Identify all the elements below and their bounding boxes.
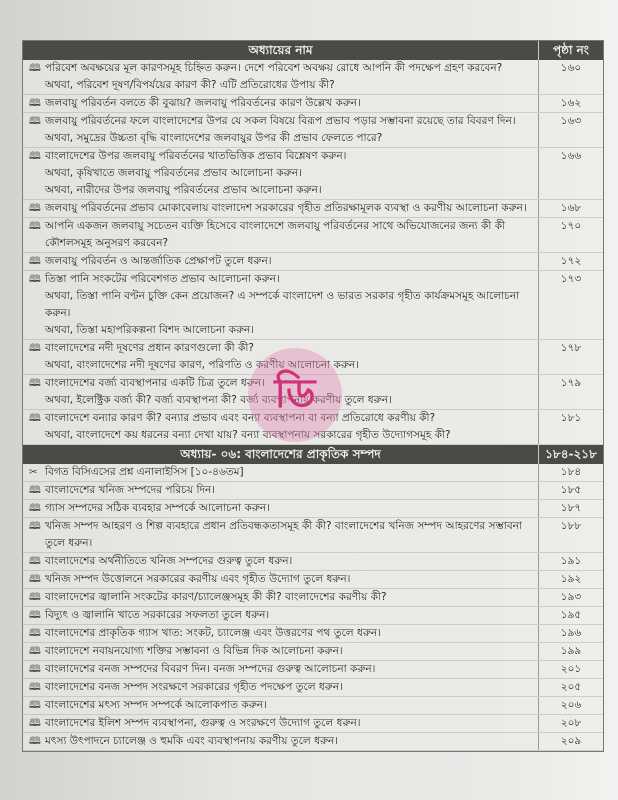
entry-title: পরিবেশ অবক্ষয়ের মূল কারণসমূহ চিহ্নিত করুন। দেশে পরিবেশ অবক্ষয় রোধে আপনি কী পদক্ষেপ গ্রহণ করবেন? অথবা, পরিবেশ দূষণ/বিপর্যয়ের কারণ কী? এটি প্রতিরোধের উপায় কী? — [45, 62, 503, 91]
entry-title: বাংলাদেশের নদী দূষণের প্রধান কারণগুলো কী কী? — [45, 342, 254, 354]
book-icon: 🕮 — [29, 378, 41, 389]
entry-text-group — [45, 661, 530, 678]
book-icon: 🕮 — [29, 63, 41, 74]
entry-text-group — [45, 148, 530, 199]
book-icon: 🕮 — [29, 221, 41, 232]
entry-title: মৎস্য উৎপাদনে চ্যালেঞ্জ ও হুমকি এবং ব্যবস্থাপনায় করণীয় তুলে ধরুন। — [45, 735, 339, 747]
book-icon: 🕮 — [29, 574, 41, 585]
book-icon: 🕮 — [29, 628, 41, 639]
toc-entry — [23, 518, 603, 553]
entry-text-group — [45, 60, 530, 94]
entry-text-group — [45, 643, 530, 660]
toc-entry — [23, 60, 603, 95]
entry-page-number: ১৬৮ — [538, 200, 603, 217]
entry-title: বিগত বিসিএসের প্রশ্ন এনালাইসিস [১০-৪৬তম] — [45, 466, 244, 478]
entry-page-number: ১৭২ — [538, 253, 603, 270]
book-icon: 🕮 — [29, 556, 41, 567]
entry-page-number: ১৬২ — [538, 95, 603, 112]
section-natural-resources — [23, 464, 603, 751]
toc-entry — [23, 697, 603, 715]
entry-alternative: অথবা, কৃষিখাতে জলবায়ু পরিবর্তনের প্রভাব আলোচনা করুন। — [45, 167, 302, 179]
toc-entry — [23, 113, 603, 148]
entry-text-group — [45, 625, 530, 642]
scissors-icon: ✂ — [29, 467, 38, 478]
book-icon: 🕮 — [29, 610, 41, 621]
entry-page-number: ১৯৬ — [538, 625, 603, 642]
entry-body — [23, 733, 538, 750]
toc-entry — [23, 500, 603, 518]
entry-text-group — [45, 733, 530, 750]
entry-page-number: ২০৫ — [538, 679, 603, 696]
book-icon: 🕮 — [29, 413, 41, 424]
book-icon: 🕮 — [29, 718, 41, 729]
entry-title: বাংলাদেশের বনজ সম্পদ সংরক্ষণে সরকারের গৃহীত পদক্ষেপ তুলে ধরুন। — [45, 681, 343, 693]
entry-page-number: ১৯৩ — [538, 589, 603, 606]
toc-entry — [23, 253, 603, 271]
entry-page-number: ১৬৩ — [538, 113, 603, 147]
entry-body — [23, 253, 538, 270]
entry-page-number: ১৯৫ — [538, 607, 603, 624]
entry-text-group — [45, 95, 530, 112]
entry-text-group — [45, 589, 530, 606]
book-icon: 🕮 — [29, 485, 41, 496]
entry-page-number: ১৬০ — [538, 60, 603, 94]
toc-entry — [23, 482, 603, 500]
entry-body — [23, 607, 538, 624]
entry-alternative: অথবা, ইলেক্ট্রিক বর্জ্য কী? বর্জ্য ব্যবস্থাপনা কী? বর্জ্য ব্যবস্থাপনায় করণীয় তুলে ধরুন। — [45, 394, 392, 406]
toc-entry — [23, 218, 603, 253]
entry-body — [23, 148, 538, 199]
entry-alternative: অথবা, নারীদের উপর জলবায়ু পরিবর্তনের প্রভাব আলোচনা করুন। — [45, 184, 322, 196]
chapter-name-header: অধ্যায়ের নাম — [248, 43, 313, 57]
entry-title: বাংলাদেশে বন্যার কারণ কী? বন্যার প্রভাব এবং বন্যা ব্যবস্থাপনা বা বন্যা প্রতিরোধে করণীয় কী? — [45, 412, 436, 424]
entry-title: জলবায়ু পরিবর্তন ও আন্তর্জাতিক প্রেক্ষাপট তুলে ধরুন। — [45, 255, 272, 267]
entry-page-number: ১৮৪ — [538, 464, 603, 481]
entry-text-group — [45, 607, 530, 624]
toc-entry — [23, 733, 603, 751]
toc-entry — [23, 715, 603, 733]
toc-entry — [23, 661, 603, 679]
toc-entry — [23, 148, 603, 200]
book-icon: 🕮 — [29, 664, 41, 675]
entry-title: বাংলাদেশের জ্বালানি সংকটের কারণ/চ্যালেঞ্জসমূহ কী কী? বাংলাদেশের করণীয় কী? — [45, 591, 387, 603]
book-icon: 🕮 — [29, 116, 41, 127]
entry-body — [23, 500, 538, 517]
chapter-6-header — [23, 445, 603, 464]
entry-alternative: অথবা, সমুদ্রের উচ্চতা বৃদ্ধি বাংলাদেশের জলবায়ুর উপর কী প্রভাব ফেলতে পারে? — [45, 132, 383, 144]
entry-page-number: ১৯৯ — [538, 643, 603, 660]
entry-text-group — [45, 200, 530, 217]
entry-text-group — [45, 679, 530, 696]
book-icon: 🕮 — [29, 592, 41, 603]
publisher-watermark-logo: ডি — [248, 348, 342, 442]
toc-entry — [23, 589, 603, 607]
entry-title: বাংলাদেশের অর্থনীতিতে খনিজ সম্পদের গুরুত্ব তুলে ধরুন। — [45, 555, 293, 567]
entry-body — [23, 200, 538, 217]
entry-body — [23, 661, 538, 678]
book-icon: 🕮 — [29, 503, 41, 514]
entry-title: জলবায়ু পরিবর্তনের প্রভাব মোকাবেলায় বাংলাদেশ সরকারের গৃহীত প্রতিরক্ষামূলক ব্যবস্থা ও করণীয় আলোচনা করুন। — [45, 202, 527, 214]
chapter-6-title: অধ্যায়- ০৬: বাংলাদেশের প্রাকৃতিক সম্পদ — [180, 447, 381, 461]
entry-body — [23, 95, 538, 112]
entry-page-number: ১৮৭ — [538, 500, 603, 517]
entry-body — [23, 625, 538, 642]
toc-entry — [23, 553, 603, 571]
entry-text-group — [45, 500, 530, 517]
entry-text-group — [45, 253, 530, 270]
book-icon: 🕮 — [29, 736, 41, 747]
book-icon: 🕮 — [29, 646, 41, 657]
book-icon: 🕮 — [29, 256, 41, 267]
entry-body — [23, 715, 538, 732]
entry-text-group — [45, 482, 530, 499]
entry-page-number: ১৯১ — [538, 553, 603, 570]
entry-text-group — [45, 571, 530, 588]
book-icon: 🕮 — [29, 203, 41, 214]
entry-body — [23, 482, 538, 499]
entry-alternative: অথবা, বাংলাদেশের নদী দূষণের কারণ, পরিণতি ও করণীয় আলোচনা করুন। — [45, 359, 359, 371]
entry-page-number: ১৭৯ — [538, 375, 603, 409]
page-number-header: পৃষ্ঠা নং — [538, 41, 603, 60]
entry-alternative: অথবা, বাংলাদেশে কয় ধরনের বন্যা দেখা যায়? বন্যা ব্যবস্থাপনায় সরকারের গৃহীত উদ্যোগসমূহ কী? — [45, 429, 451, 441]
chapter-6-pages: ১৮৪-২১৮ — [538, 445, 603, 464]
entry-title: বাংলাদেশের বর্জ্য ব্যবস্থাপনার একটি চিত্র তুলে ধরুন। — [45, 377, 265, 389]
entry-title: জলবায়ু পরিবর্তন বলতে কী বুঝায়? জলবায়ু পরিবর্তনের কারণ উল্লেখ করুন। — [45, 97, 361, 109]
entry-title: বাংলাদেশে নবায়নযোগ্য শক্তির সম্ভাবনা ও বিভিন্ন দিক আলোচনা করুন। — [45, 645, 343, 657]
entry-title: বাংলাদেশের প্রাকৃতিক গ্যাস খাত: সংকট, চ্যালেঞ্জ এবং উত্তরণের পথ তুলে ধরুন। — [45, 627, 381, 639]
table-header — [23, 41, 603, 60]
entry-text-group — [45, 271, 530, 339]
entry-page-number: ১৮৮ — [538, 518, 603, 552]
entry-body — [23, 589, 538, 606]
entry-page-number: ২০৬ — [538, 697, 603, 714]
entry-body — [23, 518, 538, 552]
entry-page-number: ১৬৬ — [538, 148, 603, 199]
entry-body — [23, 218, 538, 252]
book-icon: 🕮 — [29, 151, 41, 162]
entry-page-number: ২০৯ — [538, 733, 603, 750]
entry-title: বাংলাদেশের উপর জলবায়ু পরিবর্তনের খাতভিত্তিক প্রভাব বিশ্লেষণ করুন। — [45, 150, 347, 162]
entry-body — [23, 697, 538, 714]
entry-text-group — [45, 464, 530, 481]
entry-body — [23, 60, 538, 94]
entry-text-group — [45, 218, 530, 252]
book-icon: 🕮 — [29, 700, 41, 711]
toc-entry — [23, 679, 603, 697]
entry-body — [23, 679, 538, 696]
entry-page-number: ১৭০ — [538, 218, 603, 252]
entry-text-group — [45, 518, 530, 552]
entry-title: বাংলাদেশের খনিজ সম্পদের পরিচয় দিন। — [45, 484, 216, 496]
entry-text-group — [45, 697, 530, 714]
entry-alternative: অথবা, তিস্তা পানি বণ্টন চুক্তি কেন প্রয়োজন? এ সম্পর্কে বাংলাদেশ ও ভারত সরকার গৃহীত কার্যক্রমসমূহ আলোচনা করুন। — [45, 290, 520, 319]
entry-title: খনিজ সম্পদ আহরণ ও শিল্প ব্যবহারে প্রধান প্রতিবন্ধকতাসমূহ কী কী? বাংলাদেশের খনিজ সম্পদ আহরণের সম্ভাবনা তুলে ধরুন। — [45, 520, 522, 549]
entry-body — [23, 113, 538, 147]
toc-entry — [23, 271, 603, 340]
entry-page-number: ১৮১ — [538, 410, 603, 444]
entry-title: বাংলাদেশের ইলিশ সম্পদ ব্যবস্থাপনা, গুরুত্ব ও সংরক্ষণে উদ্যোগ তুলে ধরুন। — [45, 717, 361, 729]
toc-entry — [23, 200, 603, 218]
book-icon: 🕮 — [29, 521, 41, 532]
entry-body — [23, 571, 538, 588]
entry-alternative: অথবা, তিস্তা মহাপরিকল্পনা বিশদ আলোচনা করুন। — [45, 324, 255, 336]
toc-entry — [23, 607, 603, 625]
entry-body — [23, 553, 538, 570]
toc-entry — [23, 464, 603, 482]
book-icon: 🕮 — [29, 343, 41, 354]
entry-page-number: ২০৮ — [538, 715, 603, 732]
entry-text-group — [45, 113, 530, 147]
book-icon: 🕮 — [29, 274, 41, 285]
entry-title: তিস্তা পানি সংকটের পরিবেশগত প্রভাব আলোচনা করুন। — [45, 273, 280, 285]
entry-body — [23, 271, 538, 339]
entry-body — [23, 464, 538, 481]
entry-title: খনিজ সম্পদ উত্তোলনে সরকারের করণীয় এবং গৃহীত উদ্যোগ তুলে ধরুন। — [45, 573, 351, 585]
entry-page-number: ২০১ — [538, 661, 603, 678]
entry-title: জলবায়ু পরিবর্তনের ফলে বাংলাদেশের উপর যে সকল বিষয়ে বিরূপ প্রভাব পড়ার সম্ভাবনা রয়েছে তার বিবরণ দিন। — [45, 115, 516, 127]
entry-page-number: ১৮৫ — [538, 482, 603, 499]
toc-entry — [23, 643, 603, 661]
entry-page-number: ১৭৮ — [538, 340, 603, 374]
entry-text-group — [45, 715, 530, 732]
entry-title: বিদ্যুৎ ও জ্বালানি খাতে সরকারের সফলতা তুলে ধরুন। — [45, 609, 270, 621]
toc-entry — [23, 571, 603, 589]
book-icon: 🕮 — [29, 98, 41, 109]
entry-title: আপনি একজন জলবায়ু সচেতন ব্যক্তি হিসেবে বাংলাদেশে জলবায়ু পরিবর্তনের সাথে অভিযোজনের জন্য কী কী কৌশলসমূহ অনুসরণ করবেন? — [45, 220, 506, 249]
entry-title: বাংলাদেশের মৎস্য সম্পদ সম্পর্কে আলোকপাত করুন। — [45, 699, 267, 711]
toc-entry — [23, 95, 603, 113]
entry-title: বাংলাদেশের বনজ সম্পদের বিবরণ দিন। বনজ সম্পদের গুরুত্ব আলোচনা করুন। — [45, 663, 376, 675]
entry-title: গ্যাস সম্পদের সঠিক ব্যবহার সম্পর্কে আলোচনা করুন। — [45, 502, 270, 514]
book-icon: 🕮 — [29, 682, 41, 693]
entry-page-number: ১৭৩ — [538, 271, 603, 339]
toc-entry — [23, 625, 603, 643]
entry-text-group — [45, 553, 530, 570]
entry-page-number: ১৯২ — [538, 571, 603, 588]
entry-body — [23, 643, 538, 660]
